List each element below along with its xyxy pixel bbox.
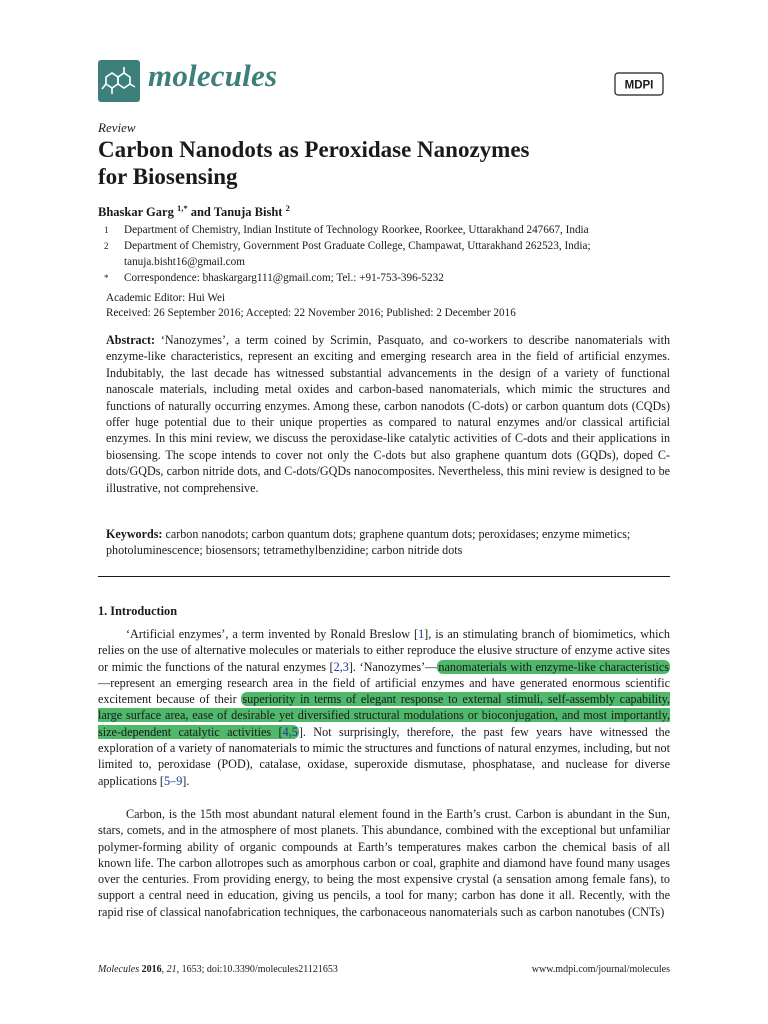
- author-2: Tanuja Bisht: [213, 205, 283, 220]
- citation-link[interactable]: 2,3: [333, 659, 349, 674]
- abstract-text: ‘Nanozymes’, a term coined by Scrimin, Pasquato, and co-workers to describe nanomaterials with enzyme-like characteristics, represent an exciting and emerging research area in the field of artificial enzymes. Indubitably, the last decade has witnessed substantial advancements in the design of a variety of functional nanoscale materials, including metal oxides and carbon-based nanomaterials, which mimic the structures and functions of naturally occurring enzymes. Among these, carbon nanodots (C-dots) or carbon quantum dots (CQDs) offer huge potential due to their unique properties as compared to natural enzymes and/or classical artificial enzymes. In this mini review, we discuss the peroxidase-like catalytic activities of C-dots and their applications in biosensing. The scope intends to cover not only the C-dots but also graphene quantum dots (GQDs), doped C-dots/GQDs, carbon nitride dots, and C-dots/GQDs nanocomposites. Nevertheless, this mini review is designed to be illustrative, not comprehensive.: [106, 333, 670, 495]
- intro-paragraph-2: Carbon, is the 15th most abundant natural element found in the Earth’s crust. Carbon is abundant in the Sun, stars, comets, and in the atmosphere of most planets. This abundance, combined with the exceptional but unfamiliar polymer-forming ability of organic compounds at Earth’s temperatures makes carbon the chemical basis of all known life. The carbon allotropes such as amorphous carbon or coal, graphite and diamond have found many usages over the centuries. From providing energy, to being the most expensive crystal (a sensation among female fans), to support a central need in education, giving us pencils, a tool for many; carbon has done it all. Recently, with the rapid rise of classical nanofabrication techniques, the carbonaceous nanomaterials such as carbon nanotubes (CNTs): [98, 807, 670, 919]
- footer-url[interactable]: www.mdpi.com/journal/molecules: [531, 964, 670, 975]
- keywords-label: Keywords:: [106, 527, 163, 541]
- intro-paragraph-1: ‘Artificial enzymes’, a term invented by Ronald Breslow [1], is an stimulating branch of biomimetics, which relies on the use of alternative molecules or materials to either reproduce the elusive structure of enzyme active sites or mimic the functions of the natural enzymes [2,3]. ‘Nanozymes’—nanomaterials with enzyme-like characteristics—represent an emerging research area in the field of artificial enzymes and have generated enormous scientific excitement because of their superiority in terms of elegant response to external stimuli, self-assembly capability, large surface area, ease of desirable yet diversified structural modulations or bioconjugation, and most importantly, size-dependent catalytic activities [4,5]. Not surprisingly, therefore, the past few years have witnessed the exploration of a variety of nanomaterials to mimic the structures and functions of natural enzymes, including, but not limited to, peroxidase (POD), catalase, oxidase, superoxide dismutase, phosphatase, and nuclease for diverse applications [5–9].: [98, 627, 670, 788]
- keywords-text: carbon nanodots; carbon quantum dots; graphene quantum dots; peroxidases; enzyme mimetics; photoluminescence; biosensors; tetramethylbenzidine; carbon nitride dots: [106, 527, 631, 558]
- footer-citation: Molecules 2016, 21, 1653; doi:10.3390/molecules21121653: [98, 964, 338, 975]
- affiliation-1: 1 Department of Chemistry, Indian Institute of Technology Roorkee, Roorkee, Uttarakhand 247667, India: [104, 224, 589, 236]
- correspondence: * Correspondence: bhaskargarg111@gmail.com; Tel.: +91-753-396-5232: [104, 272, 444, 284]
- section-divider: [98, 576, 670, 577]
- article-type: Review: [98, 120, 136, 135]
- publisher-name: MDPI: [624, 79, 654, 92]
- highlight-annotation[interactable]: nanomaterials with enzyme-like characteristics: [438, 659, 669, 674]
- affiliation-2: 2 Department of Chemistry, Government Post Graduate College, Champawat, Uttarakhand 262523, India; tanuja.bisht16@gmail.com: [104, 240, 591, 268]
- publisher-logo: [614, 72, 664, 96]
- abstract-label: Abstract:: [106, 333, 156, 347]
- author-1: Bhaskar Garg: [98, 205, 174, 220]
- citation-link[interactable]: 1: [418, 627, 425, 641]
- highlight-annotation[interactable]: superiority in terms of elegant response to external stimuli, self-assembly capability, large surface area, ease of desirable yet diversified structural modulations or bioconjugation, and most importantly, size-dependent catalytic activities [4,5: [98, 692, 670, 739]
- section-title: 1. Introduction: [98, 604, 178, 618]
- publication-dates: Received: 26 September 2016; Accepted: 22 November 2016; Published: 2 December 2016: [106, 307, 516, 319]
- author-email[interactable]: tanuja.bisht16@gmail.com: [124, 256, 245, 268]
- article-title: Carbon Nanodots as Peroxidase Nanozymes for Biosensing: [98, 137, 530, 189]
- citation-link[interactable]: 5–9: [164, 773, 183, 788]
- academic-editor: Academic Editor: Hui Wei: [106, 292, 226, 304]
- journal-name: molecules: [148, 58, 278, 93]
- authors: Bhaskar Garg $^{1,*}$ and Tanuja Bisht $^2$: [98, 203, 290, 220]
- keywords: [106, 526, 670, 559]
- abstract: [106, 332, 670, 496]
- citation-link[interactable]: 4,5: [282, 724, 298, 739]
- journal-logo-icon: [98, 60, 140, 102]
